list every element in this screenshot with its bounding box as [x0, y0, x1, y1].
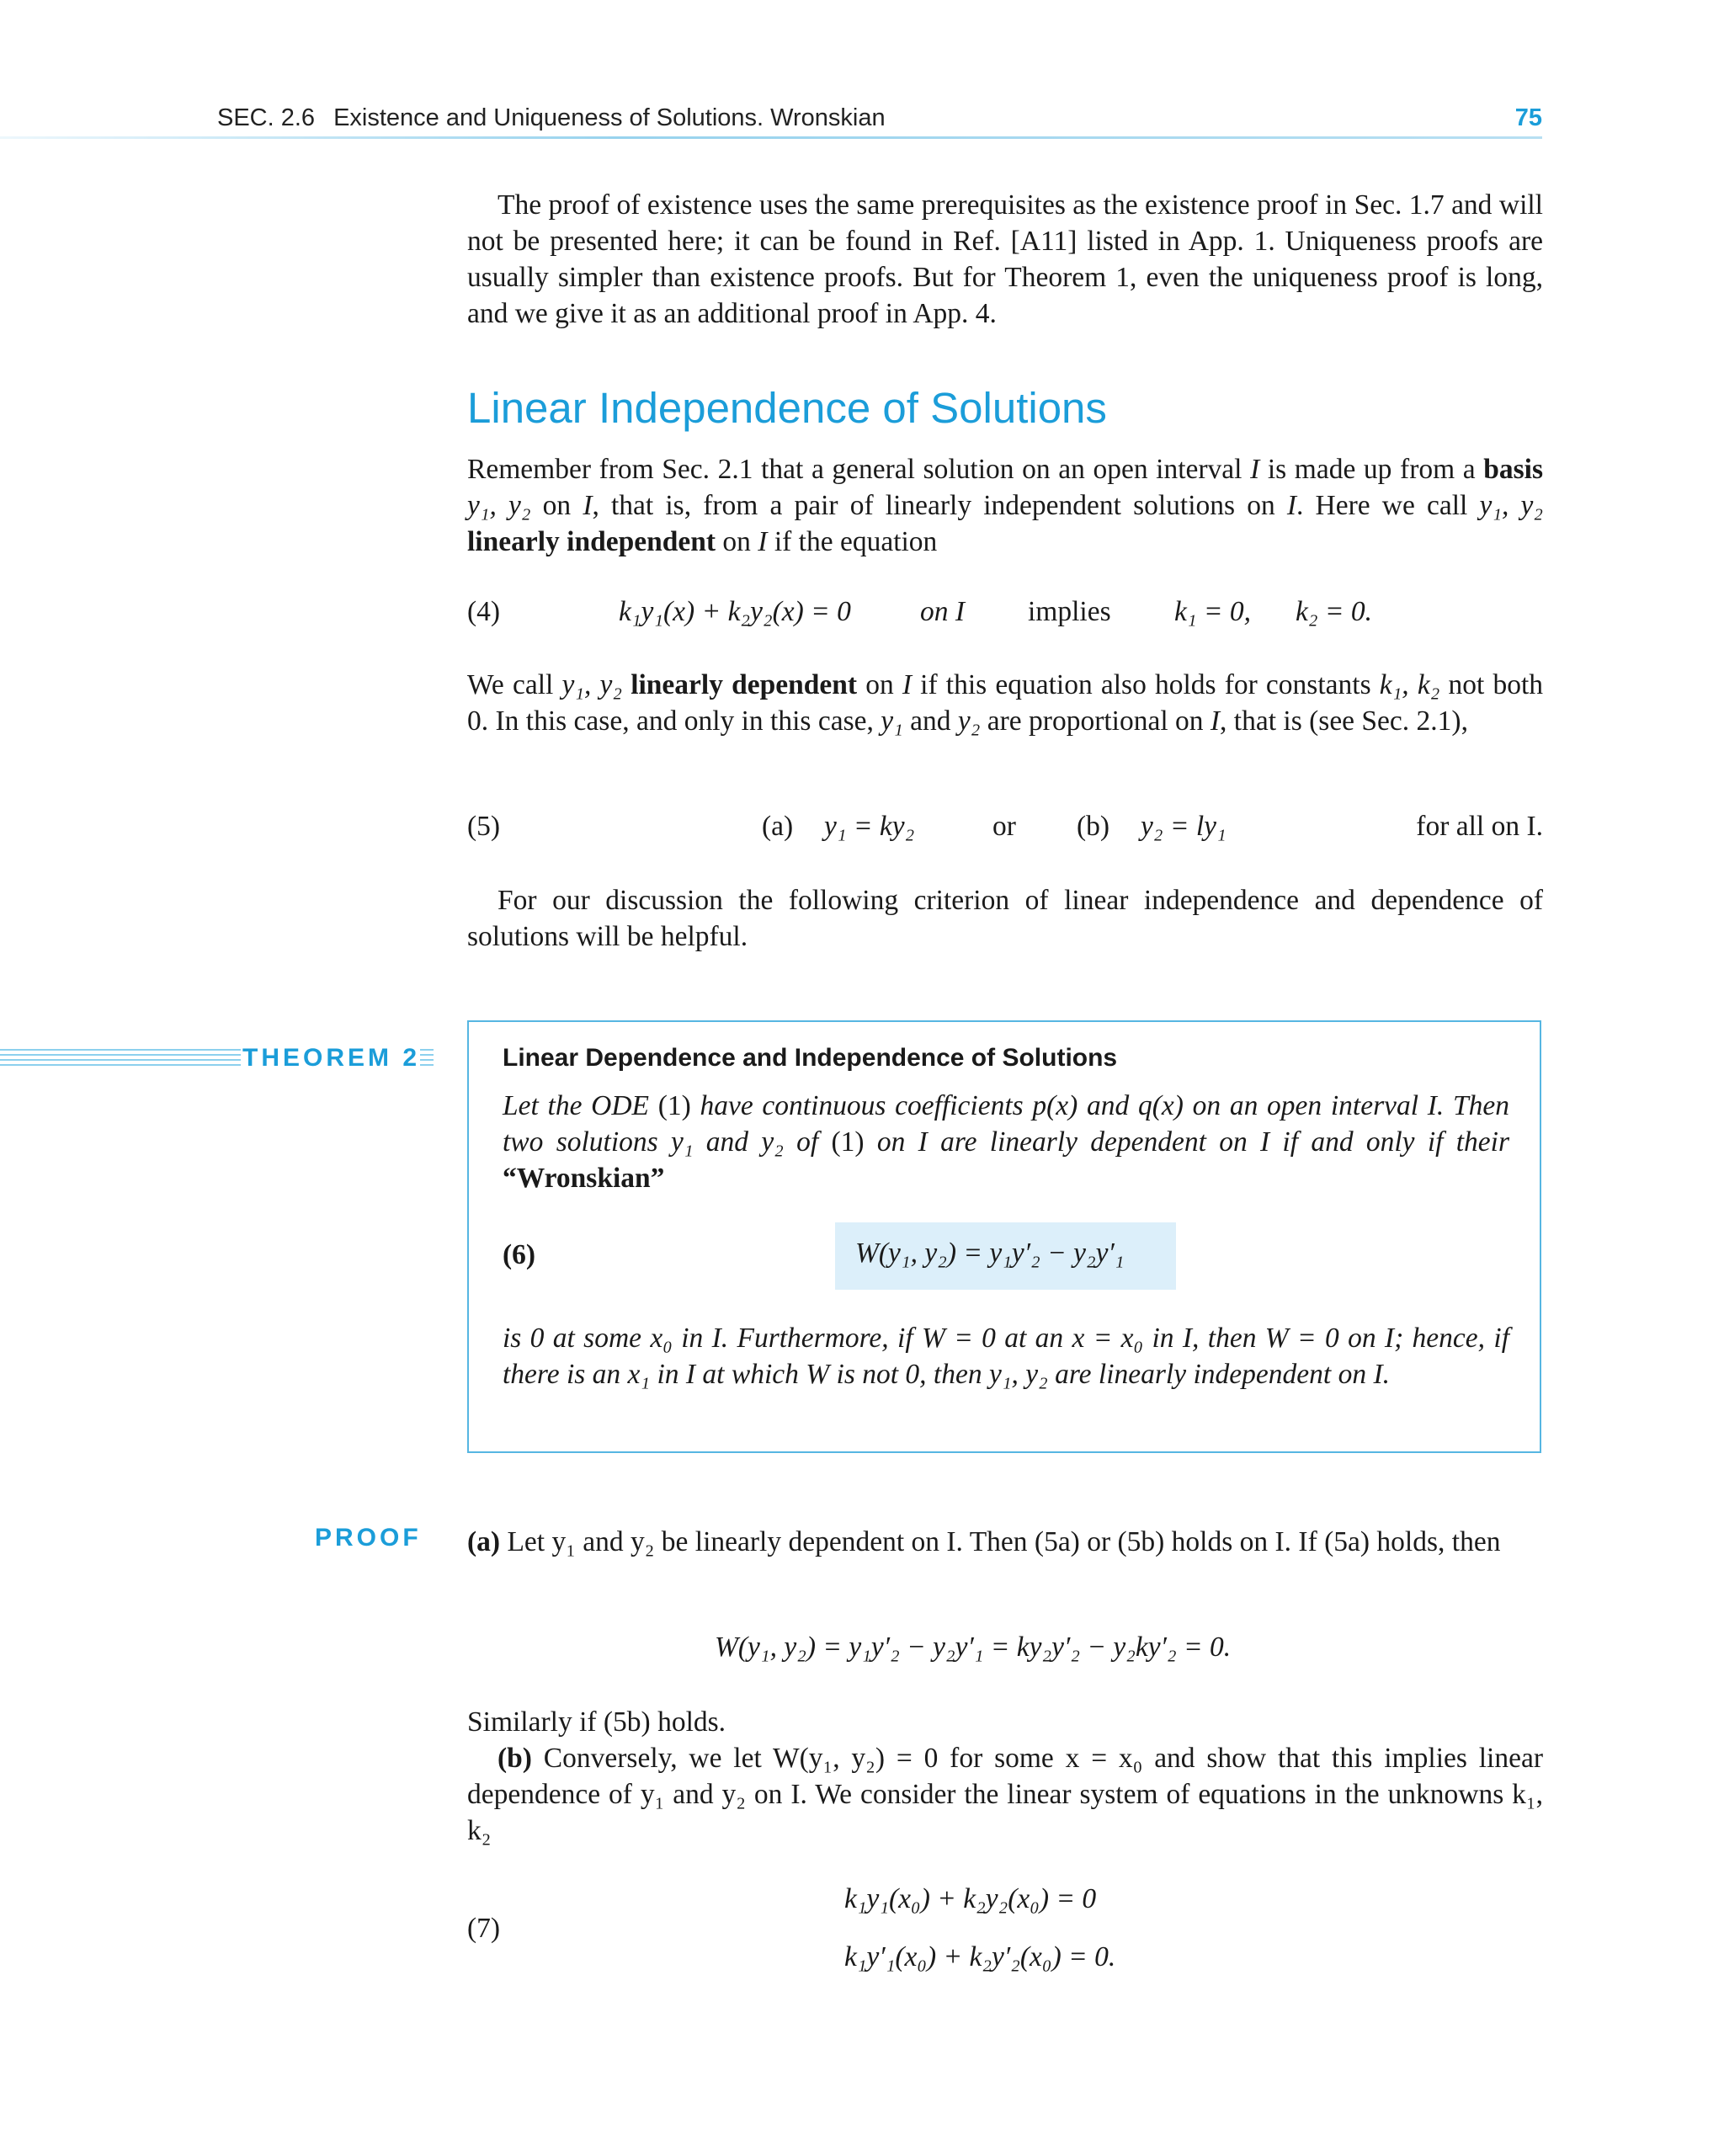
theorem-conclusion: is 0 at some x₀ in I. Furthermore, if W = 0 at an x = x₀ in I, then W = 0 on I; hence, if there is an x₁ in I at which W is not 0, then y₁, y₂ are linearly independent on I. — [503, 1323, 1509, 1390]
equation-7-line-1: k₁y₁(x₀) + k₂y₂(x₀) = 0 — [844, 1883, 1097, 1914]
equation-7-line-2: k₁y′₁(x₀) + k₂y′₂(x₀) = 0. — [844, 1941, 1116, 1972]
equation-5 — [467, 811, 1543, 849]
equation-label: (4) — [467, 596, 501, 627]
running-header — [217, 104, 886, 132]
equation-4 — [467, 596, 1543, 635]
page-number: 75 — [1514, 104, 1542, 131]
theorem-label: THEOREM 2 — [242, 1044, 421, 1072]
equation-rhs-k2: k₂ = 0. — [1296, 596, 1372, 627]
wronskian-formula: W(y₁, y₂) = y₁y′₂ − y₂y′₁ — [855, 1238, 1125, 1269]
part-b-label: (b) — [498, 1743, 532, 1774]
proof-part-b: (b) Conversely, we let W(y₁, y₂) = 0 for some x = x₀ and show that this implies linear dependence of y₁ and y₂ on I. We consider the linear system of equations in the unknowns k₁, k₂ — [467, 1743, 1543, 1846]
or-text: or — [992, 811, 1016, 842]
equation-7-label: (7) — [467, 1913, 501, 1944]
term-wronskian: “Wronskian” — [503, 1163, 665, 1194]
part-a-label: (a) — [467, 1526, 501, 1557]
proof-label: PROOF — [315, 1524, 422, 1552]
wronskian-formula-box — [835, 1222, 1176, 1290]
theorem-box — [467, 1020, 1541, 1453]
paragraph-basis: Remember from Sec. 2.1 that a general solution on an open interval I is made up from a basis y₁, y₂ on I, that is, from a pair of linearly independent solutions on I. Here we call y₁, y₂ linearly independent on I if the equation — [467, 454, 1543, 557]
theorem-title: Linear Dependence and Independence of Solutions — [503, 1044, 1118, 1072]
paragraph-linearly-dependent: We call y₁, y₂ linearly dependent on I if this equation also holds for constants k₁, k₂ not both 0. In this case, and only in this case, y₁ and y₂ are proportional on I, that is (see Sec. 2.1), — [467, 669, 1544, 737]
equation-rhs-k1: k₁ = 0, — [1174, 596, 1251, 627]
case-a-label: (a) — [762, 811, 794, 842]
term-linearly-independent: linearly independent — [467, 526, 716, 557]
paragraph-criterion: For our discussion the following criterion of linear independence and dependence of solutions will be helpful. — [467, 885, 1543, 952]
equation-label: (5) — [467, 811, 501, 842]
term-basis: basis — [1483, 454, 1543, 485]
term-linearly-dependent: linearly dependent — [631, 669, 858, 700]
equation-domain: on I — [920, 596, 966, 627]
equation-6-label: (6) — [503, 1239, 536, 1270]
equation-domain: for all on I. — [1416, 811, 1543, 842]
case-a-equation: y₁ = ky₂ — [824, 811, 915, 842]
case-b-label: (b) — [1077, 811, 1110, 842]
equation-implies: implies — [1028, 596, 1111, 627]
proof-similarly: Similarly if (5b) holds. — [467, 1706, 726, 1738]
equation-lhs: k₁y₁(x) + k₂y₂(x) = 0 — [619, 596, 851, 627]
proof-wronskian-equation: W(y₁, y₂) = y₁y′₂ − y₂y′₁ = ky₂y′₂ − y₂ky′₂ = 0. — [715, 1632, 1232, 1663]
chapter-title: Existence and Uniqueness of Solutions. Wronskian — [333, 104, 886, 131]
case-b-equation: y₂ = ly₁ — [1141, 811, 1226, 842]
theorem-statement: Let the ODE (1) have continuous coefficients p(x) and q(x) on an open interval I. Then two solutions y₁ and y₂ of (1) on I are linearly dependent on I if and only if their “Wronskian” — [503, 1090, 1510, 1194]
section-number: SEC. 2.6 — [217, 104, 316, 131]
proof-part-a: (a) Let y₁ and y₂ be linearly dependent on I. Then (5a) or (5b) holds on I. If (5a) holds, then — [467, 1526, 1501, 1557]
section-heading: Linear Independence of Solutions — [467, 384, 1107, 432]
paragraph-existence-proof: The proof of existence uses the same prerequisites as the existence proof in Sec. 1.7 and will not be presented here; it can be found in Ref. [A11] listed in App. 1. Uniqueness proofs are usually simpler than existence proofs. But for Theorem 1, even the uniqueness proof is long, and we give it as an additional proof in App. 4. — [467, 189, 1543, 329]
header-rule — [0, 136, 1542, 139]
